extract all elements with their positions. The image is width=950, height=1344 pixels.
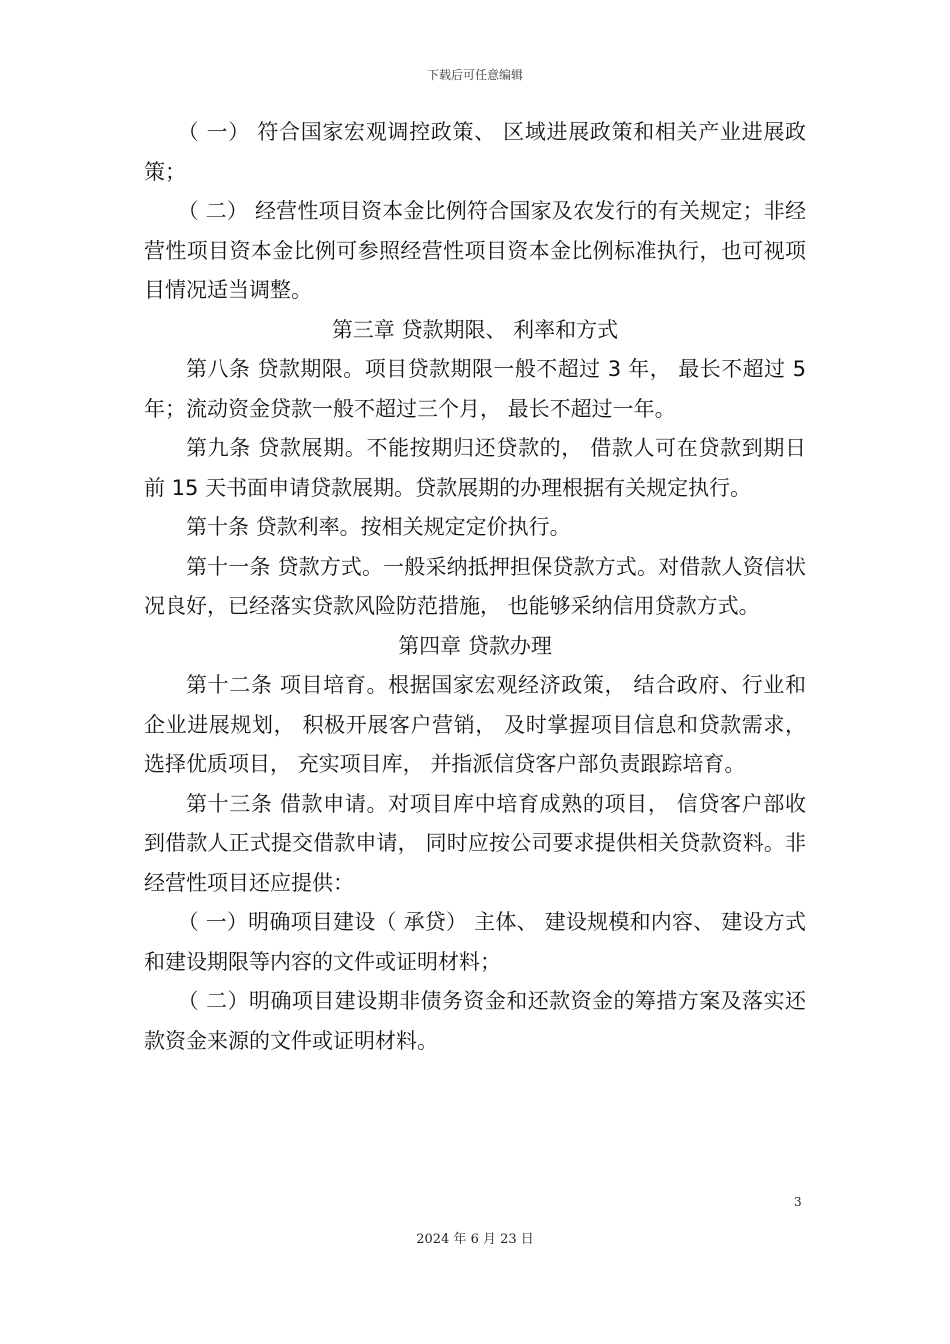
paragraph-article-9: 第九条 贷款展期。不能按期归还贷款的， 借款人可在贷款到期日前 15 天书面申请贷款展期。贷款展期的办理根据有关规定执行。 <box>144 436 806 500</box>
chapter-heading-4: 第四章 贷款办理 <box>398 633 552 658</box>
paragraph-clause-2: （ 二） 经营性项目资本金比例符合国家及农发行的有关规定；非经营性项目资本金比例可参照经营性项目资本金比例标准执行，也可视项目情况适当调整。 <box>144 199 806 302</box>
paragraph-item-1: （ 一）明确项目建设（ 承贷） 主体、 建设规模和内容、 建设方式和建设期限等内容的文件或证明材料； <box>144 910 806 974</box>
paragraph-item-2: （ 二）明确项目建设期非债务资金和还款资金的筹措方案及落实还款资金来源的文件或证明材料。 <box>144 989 806 1053</box>
footer-date: 2024 年 6 月 23 日 <box>416 1232 534 1247</box>
paragraph-article-13: 第十三条 借款申请。对项目库中培育成熟的项目， 信贷客户部收到借款人正式提交借款申请， 同时应按公司要求提供相关贷款资料。非经营性项目还应提供： <box>144 791 806 895</box>
document-body <box>144 113 806 1061</box>
paragraph-article-10: 第十条 贷款利率。按相关规定定价执行。 <box>186 515 571 539</box>
page-header: 下载后可任意编辑 <box>426 68 523 82</box>
paragraph-article-11: 第十一条 贷款方式。一般采纳抵押担保贷款方式。对借款人资信状况良好，已经落实贷款风险防范措施， 也能够采纳信用贷款方式。 <box>144 554 806 618</box>
page-number: 3 <box>794 1195 802 1209</box>
paragraph-article-12: 第十二条 项目培育。根据国家宏观经济政策， 结合政府、行业和企业进展规划， 积极开展客户营销， 及时掌握项目信息和贷款需求， 选择优质项目， 充实项目库， 并指派信贷客户部负责跟踪培育。 <box>144 673 806 776</box>
paragraph-article-8: 第八条 贷款期限。项目贷款期限一般不超过 3 年， 最长不超过 5 年；流动资金贷款一般不超过三个月， 最长不超过一年。 <box>144 357 806 421</box>
paragraph-clause-1: （ 一） 符合国家宏观调控政策、 区域进展政策和相关产业进展政策； <box>144 120 806 184</box>
chapter-heading-3: 第三章 贷款期限、 利率和方式 <box>331 317 619 342</box>
